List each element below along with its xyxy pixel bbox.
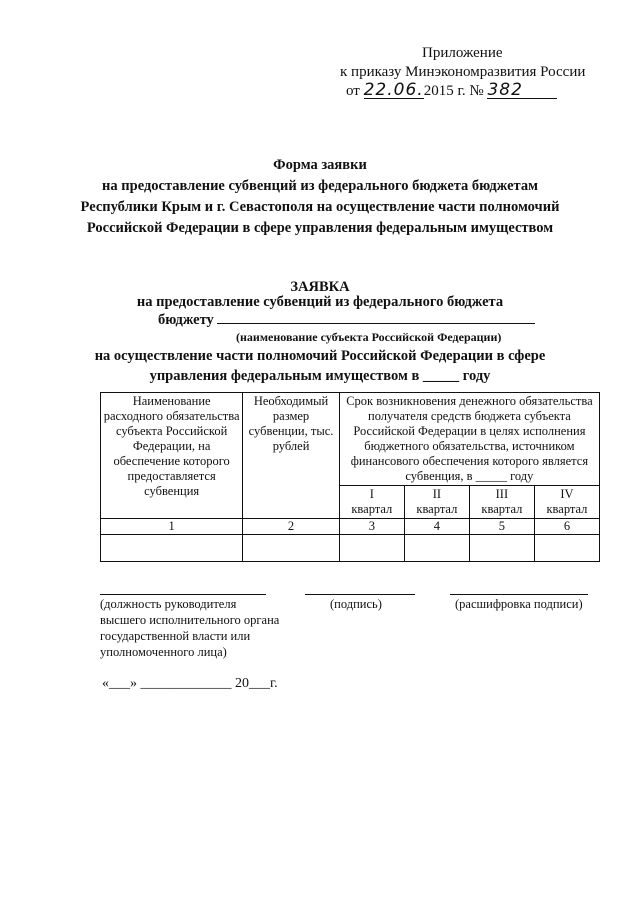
table-cell[interactable] (339, 535, 404, 562)
table-cell[interactable] (469, 535, 534, 562)
purpose-line-1: на осуществление части полномочий Российской Федерации в сфере (94, 348, 546, 364)
table-cell[interactable] (101, 535, 243, 562)
handwritten-order-number: 382 (487, 82, 557, 99)
appendix-order-ref: к приказу Минэкономразвития России (340, 64, 586, 80)
table-cell[interactable] (534, 535, 599, 562)
quarter-4-header: IV квартал (534, 486, 599, 519)
column-number: 2 (243, 519, 340, 535)
application-purpose (0, 346, 640, 386)
form-title-line-1: Форма заявки (273, 157, 367, 173)
form-title-line-2: на предоставление субвенций из федерального бюджета бюджетам (102, 178, 538, 194)
quarter-2-header: II квартал (404, 486, 469, 519)
appendix-block (340, 44, 585, 101)
purpose-line-2: управления федеральным имуществом в _____ году (149, 368, 491, 384)
header-deadline: Срок возникновения денежного обязательства получателя средств бюджета субъекта Российской Федерации в целях исполнения бюджетного обязательства, источником финансового обеспечения которого является субвенция, в _____ году (339, 393, 599, 486)
subvention-table (100, 392, 600, 562)
appendix-title: Приложение (422, 45, 503, 61)
header-obligation-name: Наименование расходного обязательства субъекта Российской Федерации, на обеспечение которого предоставляется субвенция (101, 393, 243, 519)
subject-name-caption: (наименование субъекта Российской Федерации) (236, 330, 502, 344)
handwritten-date: 22.06. (363, 80, 424, 100)
form-title (0, 155, 640, 239)
table-row (101, 535, 600, 562)
position-signature-line[interactable] (100, 594, 266, 595)
date-line[interactable]: «___» _____________ 20___г. (102, 676, 278, 691)
appendix-from-label: от (346, 83, 360, 99)
position-caption: (должность руководителя высшего исполнительного органа государственной власти или уполномоченного лица) (100, 597, 280, 659)
application-heading: ЗАЯВКА (290, 279, 350, 295)
signature-decoding-caption: (расшифровка подписи) (455, 597, 583, 611)
form-title-line-3: Республики Крым и г. Севастополя на осуществление части полномочий (80, 199, 560, 215)
signature-caption: (подпись) (330, 597, 382, 611)
quarter-3-header: III квартал (469, 486, 534, 519)
year-blank[interactable]: _____ (422, 368, 460, 384)
table-cell[interactable] (243, 535, 340, 562)
header-subvention-amount: Необходимый размер субвенции, тыс. рублей (243, 393, 340, 519)
column-number: 4 (404, 519, 469, 535)
appendix-date-number (340, 82, 585, 101)
table-cell[interactable] (404, 535, 469, 562)
column-number-row (101, 519, 600, 535)
budget-label: бюджету (158, 312, 214, 328)
application-budget-line (158, 312, 535, 329)
form-title-line-4: Российской Федерации в сфере управления федеральным имуществом (86, 220, 554, 236)
appendix-year-number-label: 2015 г. № (423, 83, 484, 99)
quarter-1-header: I квартал (339, 486, 404, 519)
column-number: 3 (339, 519, 404, 535)
column-number: 1 (101, 519, 243, 535)
signature-decoding-line[interactable] (450, 594, 588, 595)
column-number: 6 (534, 519, 599, 535)
column-number: 5 (469, 519, 534, 535)
application-subtitle: на предоставление субвенций из федерального бюджета (136, 294, 504, 310)
subject-name-blank[interactable] (217, 323, 535, 324)
signature-line[interactable] (305, 594, 415, 595)
table-header-row (101, 393, 600, 486)
